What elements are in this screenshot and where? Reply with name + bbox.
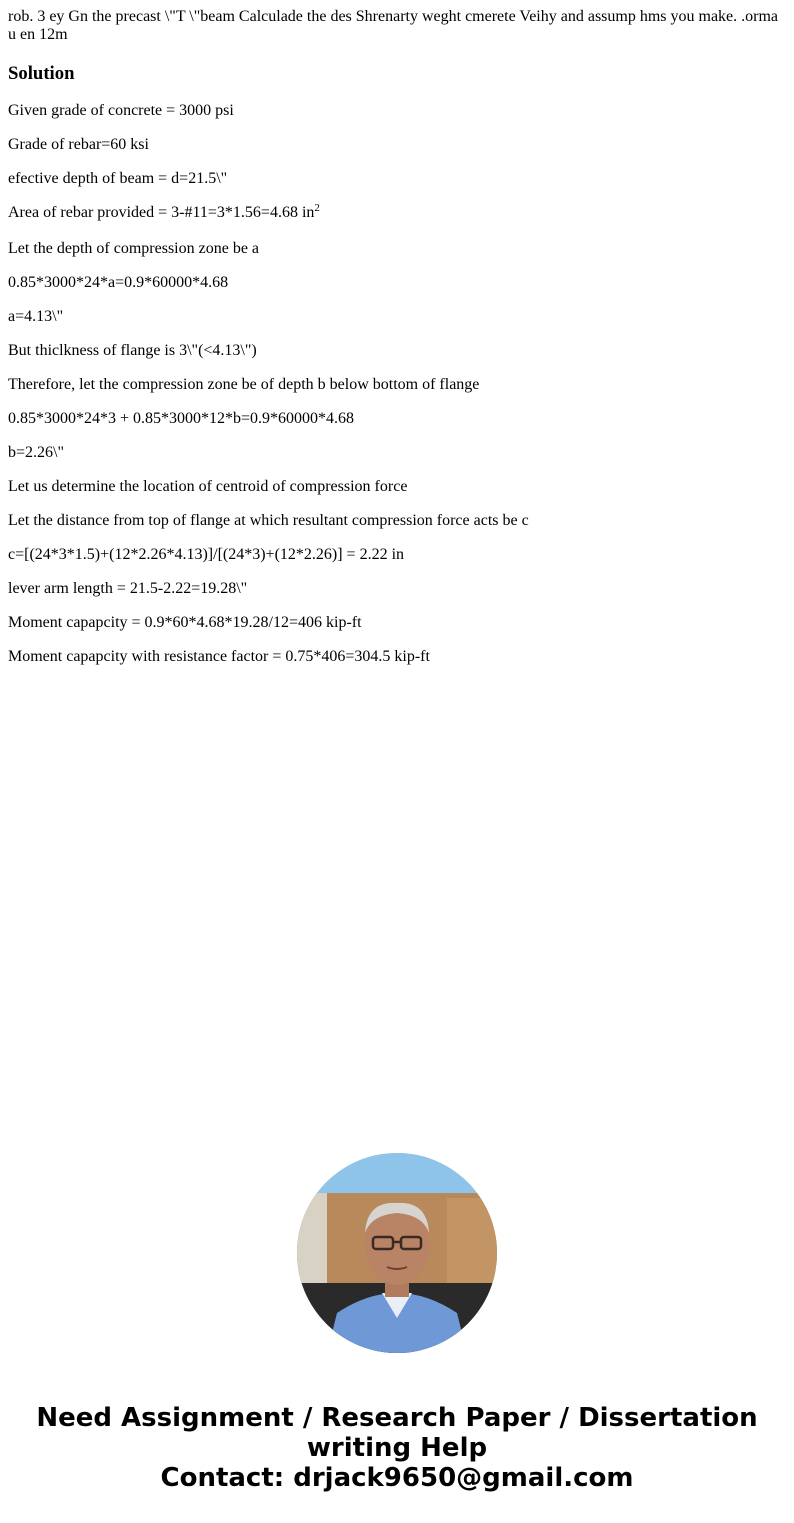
step-factored-moment-capacity: Moment capapcity with resistance factor = 0.75*406=304.5 kip-ft — [8, 648, 430, 665]
footer-line-1: Need Assignment / Research Paper / Dissertation — [36, 1403, 758, 1433]
solution-steps — [8, 102, 786, 682]
step-effective-depth: efective depth of beam = d=21.5\" — [8, 170, 228, 187]
avatar-portrait — [297, 1153, 497, 1353]
step-rebar-grade: Grade of rebar=60 ksi — [8, 136, 149, 153]
rebar-area-exponent: 2 — [314, 202, 320, 214]
step-concrete-grade: Given grade of concrete = 3000 psi — [8, 102, 234, 119]
step-equilibrium-equation: 0.85*3000*24*a=0.9*60000*4.68 — [8, 274, 229, 291]
step-centroid-intro: Let us determine the location of centroid of compression force — [8, 478, 408, 495]
footer-line-2: writing Help — [306, 1433, 488, 1463]
step-tbeam-equilibrium: 0.85*3000*24*3 + 0.85*3000*12*b=0.9*60000*4.68 — [8, 410, 355, 427]
footer-contact: Contact: drjack9650@gmail.com — [160, 1463, 634, 1493]
step-resultant-distance: Let the distance from top of flange at which resultant compression force acts be c — [8, 512, 529, 529]
avatar — [297, 1153, 497, 1353]
step-compression-depth-intro: Let the depth of compression zone be a — [8, 240, 260, 257]
step-lever-arm: lever arm length = 21.5-2.22=19.28\" — [8, 580, 248, 597]
solution-heading: Solution — [8, 63, 75, 84]
step-rebar-area — [8, 204, 786, 222]
step-b-value: b=2.26\" — [8, 444, 64, 461]
step-moment-capacity: Moment capapcity = 0.9*60*4.68*19.28/12=406 kip-ft — [8, 614, 362, 631]
rebar-area-text: Area of rebar provided = 3-#11=3*1.56=4.68 in — [8, 204, 315, 221]
question-text: rob. 3 ey Gn the precast \"T \"beam Calculade the des Shrenarty weght cmerete Veihy and assump hms you make. .orma u en 12m — [8, 8, 779, 43]
step-a-value: a=4.13\" — [8, 308, 64, 325]
step-c-value: c=[(24*3*1.5)+(12*2.26*4.13)]/[(24*3)+(12*2.26)] = 2.22 in — [8, 546, 405, 563]
step-compression-below-flange: Therefore, let the compression zone be of depth b below bottom of flange — [8, 376, 480, 393]
step-flange-thickness: But thiclkness of flange is 3\"(<4.13\") — [8, 342, 257, 359]
contact-footer — [0, 1403, 794, 1493]
